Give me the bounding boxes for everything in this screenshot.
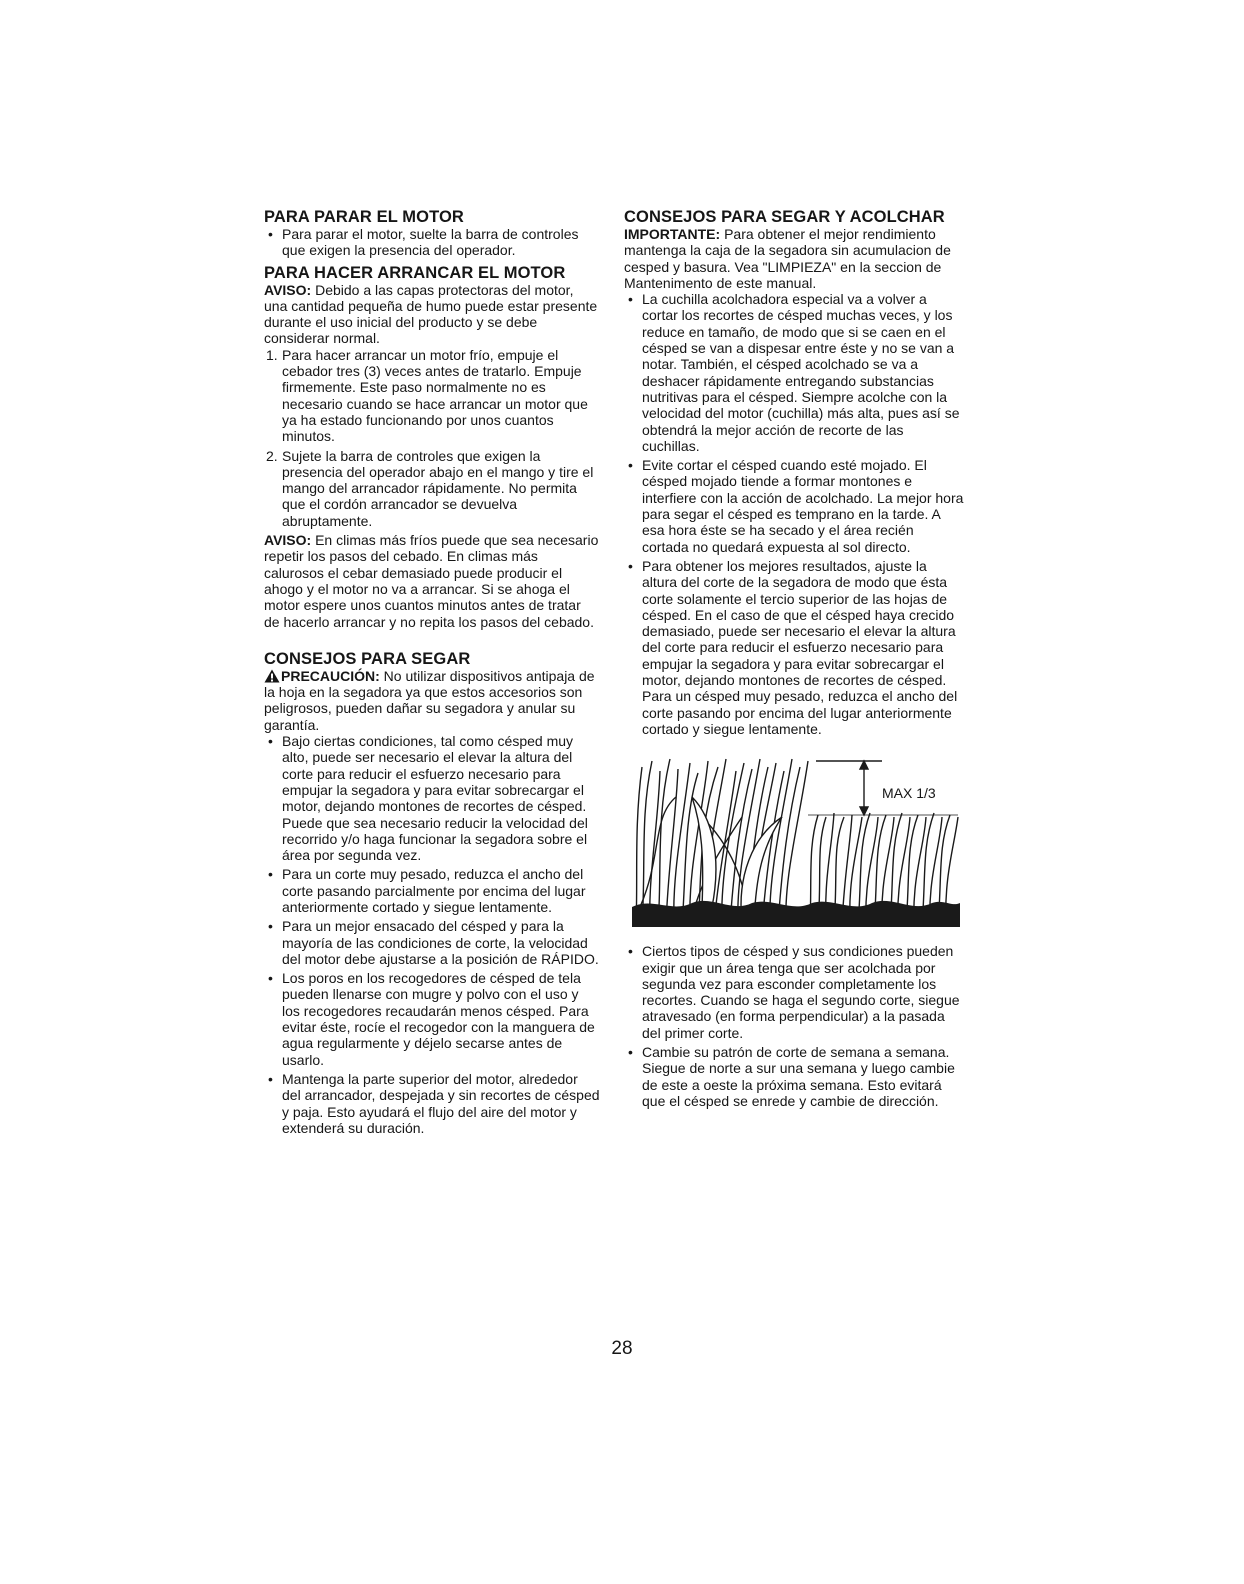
- start-engine-heading: PARA HACER ARRANCAR EL MOTOR: [264, 263, 566, 282]
- list-item: 1. Para hacer arrancar un motor frío, empuje el cebador tres (3) veces antes de tratarlo. Empuje firmemente. Este paso normalmente no es necesario cuando se hace arrancar un motor que ya ha estado funcionando por unos cuantos minutos.: [266, 346, 588, 445]
- grass-cut-height-diagram: [632, 757, 960, 927]
- list-item: • Mantenga la parte superior del motor, alrededor del arrancador, despejada y sin recortes de césped y paja. Esto ayudará el flujo del aire del motor y extenderá su duración.: [268, 1070, 600, 1136]
- left-column: [264, 208, 600, 1139]
- caution-paragraph: PRECAUCIÓN: No utilizar dispositivos antipaja de la hoja en la segadora ya que estos accesorios son peligrosos, pueden dañar su segadora y anular su garantía.: [264, 667, 595, 733]
- list-item: • Cambie su patrón de corte de semana a semana. Siegue de norte a sur una semana y luego cambie de este a oeste la próxima semana. Esto evitará que el césped se enrede y cambie de dirección.: [628, 1043, 955, 1109]
- important-label: IMPORTANTE:: [624, 226, 721, 242]
- stop-engine-list: [264, 226, 600, 259]
- grass-illustration: [632, 757, 960, 927]
- mowing-pattern-list: [624, 943, 964, 1109]
- page-number: 28: [611, 1338, 633, 1359]
- warning-triangle-icon: [264, 669, 280, 683]
- cold-climate-note: AVISO: En climas más fríos puede que sea necesario repetir los pasos del cebado. En climas más calurosos el cebar demasiado puede producir el ahogo y el motor no va a arrancar. Si se ahoga el motor espere unos cuantos minutos antes de tratar de hacerlo arrancar y no repita los pasos del cebado.: [264, 532, 599, 630]
- right-column: [624, 208, 964, 1112]
- mowing-tips-heading: CONSEJOS PARA SEGAR: [264, 649, 471, 668]
- list-item: • Evite cortar el césped cuando esté mojado. El césped mojado tiende a formar montones e interfiere con la acción de acolchado. La mejor hora para segar el césped es temprano en la tarde. A esa hora éste se ha secado y el área recién cortada no quedará expuesta al sol directo.: [628, 457, 964, 555]
- list-item: • Para un mejor ensacado del césped y para la mayoría de las condiciones de corte, la velocidad del motor debe ajustarse a la posición de RÁPIDO.: [268, 918, 599, 967]
- note-label: AVISO:: [264, 532, 312, 549]
- list-item: • Para obtener los mejores resultados, ajuste la altura del corte de la segadora de modo que ésta corte solamente el tercio superior de las hojas de césped. En el caso de que el césped haya crecido demasiado, puede ser necesario el elevar la altura del corte para reducir el esfuerzo necesario para empujar la segadora y para evitar sobrecargar el motor, dejando montones de recortes de césped. Para un césped muy pesado, reduzca el ancho del corte pasando por encima del lugar anteriormente cortado y siegue lentamente.: [628, 557, 958, 737]
- list-item: • Ciertos tipos de césped y sus condiciones pueden exigir que un área tenga que ser acolchada por segunda vez para esconder completamente los recortes. Cuando se haga el segundo corte, siegue atravesado (en forma perpendicular) a la pasada del primer corte.: [628, 943, 960, 1041]
- list-item: • Bajo ciertas condiciones, tal como césped muy alto, puede ser necesario el elevar la altura del corte para reducir el esfuerzo necesario para empujar la segadora y para evitar sobrecargar el motor, dejando montones de recortes de césped. Puede que sea necesario reducir la velocidad del recorrido y/o haga funcionar la segadora sobre el área por segunda vez.: [268, 733, 588, 864]
- start-engine-steps: [264, 347, 600, 529]
- list-item: 2. Sujete la barra de controles que exigen la presencia del operador abajo en el mango y tire el mango del arrancador rápidamente. No permita que el cordón arrancador se devuelva abruptamente.: [266, 447, 594, 529]
- list-item: • La cuchilla acolchadora especial va a volver a cortar los recortes de césped muchas veces, y los reduce en tamaño, de modo que si se caen en el césped se van a dispesar entre éste y no se van a notar. También, el césped acolchado se va a deshacer rápidamente entregando substancias nutritivas para el césped. Siempre acolche con la velocidad del motor (cuchilla) más alta, pues así se obtendrá la mejor acción de recorte de las cuchillas.: [628, 291, 960, 454]
- max-cut-label: MAX 1/3: [882, 785, 936, 802]
- list-item: • Los poros en los recogedores de césped de tela pueden llenarse con mugre y polvo con el uso y los recogedores recaudarán menos césped. Para evitar éste, rocíe el recogedor con la manguera de agua regularmente y déjelo secarse antes de usarlo.: [268, 970, 595, 1068]
- start-engine-note: AVISO: Debido a las capas protectoras del motor, una cantidad pequeña de humo puede estar presente durante el uso inicial del producto y se debe considerar normal.: [264, 281, 598, 347]
- mulching-tips-heading: CONSEJOS PARA SEGAR Y ACOLCHAR: [624, 208, 945, 226]
- mowing-tips-list: [264, 733, 600, 1136]
- list-item: • Para un corte muy pesado, reduzca el ancho del corte pasando parcialmente por encima del lugar anteriormente cortado y siegue lentamente.: [268, 866, 586, 915]
- important-paragraph: IMPORTANTE: Para obtener el mejor rendimiento mantenga la caja de la segadora sin acumulacion de cesped y basura. Vea "LIMPIEZA" en la seccion de Mantenimento de este manual.: [624, 226, 951, 291]
- list-item: • Para parar el motor, suelte la barra de controles que exigen la presencia del operador.: [268, 226, 579, 259]
- stop-engine-heading: PARA PARAR EL MOTOR: [264, 208, 464, 226]
- note-label: AVISO:: [264, 281, 312, 298]
- mulching-tips-list: [624, 291, 964, 737]
- caution-label: PRECAUCIÓN:: [281, 667, 380, 684]
